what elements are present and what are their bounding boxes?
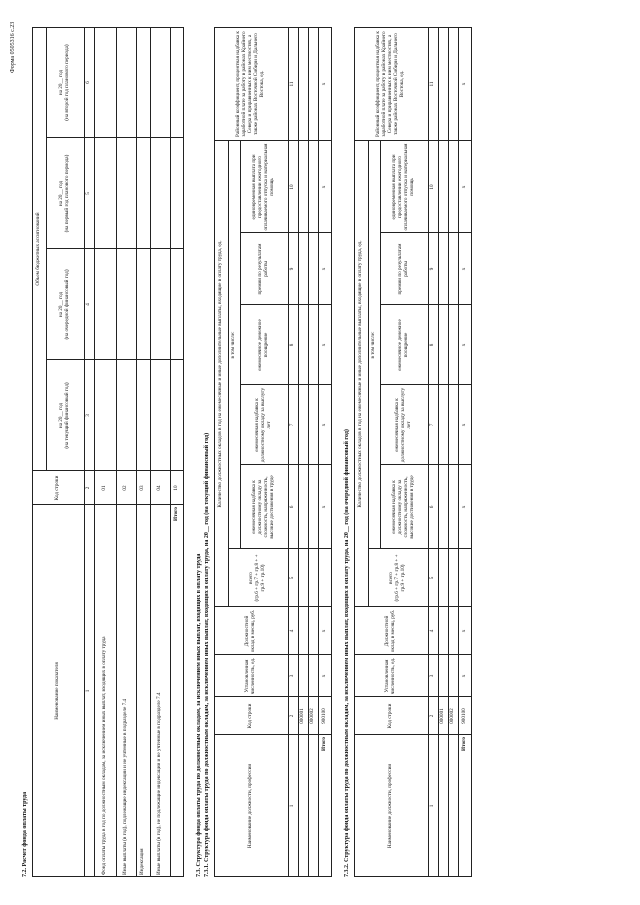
colnum-1: 1 (85, 689, 92, 693)
colnum: 1 (429, 804, 436, 808)
header-code: Код строки (387, 703, 394, 729)
colnum-2: 2 (85, 486, 92, 490)
x-mark: x (321, 674, 328, 678)
colnum: 8 (429, 343, 436, 347)
row-code: 000001 (439, 708, 446, 724)
header-group: Количество должностных окладов в год на ежемесячные и иные дополнительные выплаты, входящие в оплату труда, ед. (217, 240, 224, 508)
header-budget: Объем бюджетных ассигнований (35, 212, 42, 286)
colnum: 9 (429, 267, 436, 271)
x-mark: x (321, 82, 328, 86)
section-7-3-title: 7.3. Структура фонда оплаты труда по должностным окладам, за исключением иных выплат, входящих в оплату труда (196, 553, 202, 877)
header-code: Код строки (54, 475, 61, 501)
total-label: Итого (321, 737, 328, 751)
colnum: 4 (289, 629, 296, 633)
colnum: 6 (289, 505, 296, 509)
header-c11: Районный коэффициент, процентная надбавка к заработной плате за работу в районах Крайнего Севера и приравненных к ним местностях, а также районах Восточной Сибири и Дальнего Востока, ед. (375, 31, 405, 137)
x-mark: x (461, 674, 468, 678)
header-c9: премии по результатам работы (397, 243, 409, 295)
header-next-year: на 20__ год (на очередной финансовый год) (58, 269, 70, 340)
header-total: всего (гр.6 + гр.7 + гр.8 + + гр.9 + гр.10) (248, 554, 266, 602)
colnum: 6 (429, 505, 436, 509)
colnum: 5 (289, 576, 296, 580)
section-7-2-title: 7.2. Расчет фонда оплаты труда (22, 791, 28, 877)
header-total: всего (гр.6 + гр.7 + гр.8 + + гр.9 + гр.10) (388, 554, 406, 602)
total-code: 900100 (461, 708, 468, 724)
header-current-year: на 20__ год (на текущий финансовый год) (58, 382, 70, 449)
total-code: 10 (173, 485, 180, 491)
colnum: 10 (289, 184, 296, 190)
row-code: 000002 (449, 708, 456, 724)
x-mark: x (321, 267, 328, 271)
form-label: Форма 0505316 с.23 (10, 21, 16, 73)
x-mark: x (461, 185, 468, 189)
colnum: 4 (429, 629, 436, 633)
x-mark: x (461, 629, 468, 633)
colnum-4: 4 (85, 303, 92, 306)
row-name: Индексация (139, 848, 146, 875)
x-mark: x (321, 185, 328, 189)
total-label: Итого (173, 507, 180, 521)
header-staff: Установленная численность, ед. (244, 657, 256, 695)
header-first-plan-year: на 20__ год (на первый год планового периода) (58, 154, 70, 233)
colnum: 9 (289, 267, 296, 271)
x-mark: x (321, 343, 328, 347)
header-group: Количество должностных окладов в год на ежемесячные и иные дополнительные выплаты, входящие в оплату труда, ед. (357, 240, 364, 508)
row-code: 01 (101, 485, 108, 491)
row-code: 02 (122, 485, 129, 491)
section-7-3-1-title: 7.3.1. Структура фонда оплаты труда по должностным окладам, за исключением иных выплат, входящих в оплату труда, на 20__ год (на текущий финансовый год) (204, 432, 210, 877)
header-second-plan-year: на 20__ год (на второй год планового периода) (58, 44, 70, 121)
row-code: 04 (156, 485, 163, 491)
header-staff: Установленная численность, ед. (384, 657, 396, 695)
colnum: 3 (429, 674, 436, 678)
header-salary: Должностной оклад в месяц, руб. (384, 609, 396, 653)
header-c6: ежемесячная надбавка к должностному окладу за сложность, напряженность, высокие достижения в труде (391, 475, 415, 539)
header-c9: премии по результатам работы (257, 243, 269, 295)
colnum: 11 (289, 81, 296, 87)
header-c10: единовременная выплата при предоставлении ежегодного оплачиваемого отпуска и материальная помощь (251, 143, 275, 231)
header-c8: ежемесячное денежное поощрение (397, 319, 409, 371)
header-c7: ежемесячная надбавка к должностному окладу за выслугу лет (254, 387, 272, 463)
header-position: Наименование должности, профессии (247, 763, 254, 849)
header-position: Наименование должности, профессии (387, 763, 394, 849)
row-name: Иные выплаты (в год), не подлежащие индексации и не учтенные в подразделе 7.4 (156, 692, 163, 875)
x-mark: x (321, 423, 328, 427)
x-mark: x (461, 267, 468, 271)
colnum: 2 (289, 714, 296, 718)
header-salary: Должностной оклад в месяц, руб. (244, 609, 256, 653)
colnum: 2 (429, 714, 436, 718)
x-mark: x (461, 343, 468, 347)
colnum: 8 (289, 343, 296, 347)
header-c10: единовременная выплата при предоставлении ежегодного оплачиваемого отпуска и материальная помощь (391, 143, 415, 231)
x-mark: x (461, 82, 468, 86)
header-c11: Районный коэффициент, процентная надбавка к заработной плате за работу в районах Крайнего Севера и приравненных к ним местностях, а также районах Восточной Сибири и Дальнего Востока, ед. (235, 31, 265, 137)
total-code: 900100 (321, 708, 328, 724)
colnum: 3 (289, 674, 296, 678)
colnum: 5 (429, 576, 436, 580)
row-name: Фонд оплаты труда в год по должностным окладам, за исключением иных выплат, входящих в оплату труда (101, 636, 108, 875)
row-code: 000001 (299, 708, 306, 724)
colnum-3: 3 (85, 414, 92, 417)
x-mark: x (321, 629, 328, 633)
header-c6: ежемесячная надбавка к должностному окладу за сложность, напряженность, высокие достижения в труде (251, 475, 275, 539)
colnum-5: 5 (85, 192, 92, 195)
header-code: Код строки (247, 703, 254, 729)
x-mark: x (461, 505, 468, 509)
colnum: 10 (429, 184, 436, 190)
header-c8: ежемесячное денежное поощрение (257, 319, 269, 371)
header-name: Наименование показателя (54, 662, 61, 720)
x-mark: x (461, 423, 468, 427)
row-code: 03 (139, 485, 146, 491)
header-incl: в том числе: (230, 331, 237, 359)
colnum: 7 (289, 423, 296, 427)
row-code: 000002 (309, 708, 316, 724)
header-incl: в том числе: (370, 331, 377, 359)
section-7-3-2-title: 7.3.2. Структура фонда оплаты труда по должностным окладам, за исключением иных выплат, входящих в оплату труда, на 20__ год (на очередной финансовый год) (344, 429, 350, 877)
colnum: 1 (289, 804, 296, 808)
colnum: 11 (429, 81, 436, 87)
row-name: Иные выплаты (в год), подлежащие индексации и не учтенные в подразделе 7.4 (122, 698, 129, 875)
header-c7: ежемесячная надбавка к должностному окладу за выслугу лет (394, 387, 412, 463)
colnum: 7 (429, 423, 436, 427)
colnum-6: 6 (85, 81, 92, 84)
x-mark: x (321, 505, 328, 509)
total-label: Итого (461, 737, 468, 751)
